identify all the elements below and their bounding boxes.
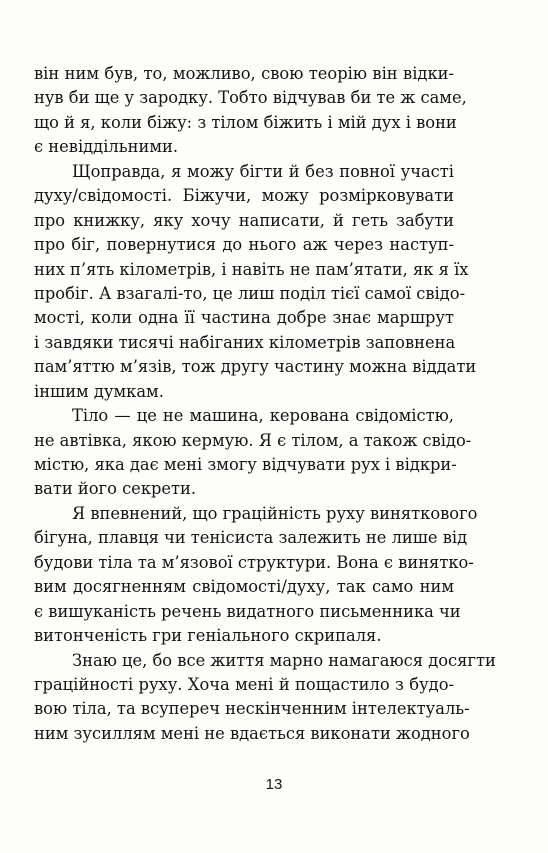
- text-line: містю, яка дає мені змогу відчувати рух і відкри-: [34, 455, 457, 474]
- text-line: нув би ще у зародку. Тобто відчував би те ж саме,: [34, 88, 467, 108]
- text-line: є вишуканість речень видатного письменника чи: [34, 601, 461, 621]
- text-line: мості, коли одна її частина добре знає маршрут: [34, 308, 454, 328]
- text-line: про книжку, яку хочу написати, й геть забути: [34, 210, 454, 230]
- text-line: них п’ять кілометрів, і навіть не пам’ятати, як я їх: [34, 259, 469, 279]
- text-line: пробіг. А взагалі-то, це лиш поділ тієї самої свідо-: [34, 283, 466, 303]
- text-line: є невіддільними.: [34, 137, 179, 157]
- text-line: вою тіла, та всупереч нескінченним інтелектуаль-: [34, 699, 470, 719]
- text-line: будови тіла та м’язової структури. Вона є винятко-: [34, 552, 474, 572]
- text-line: граційності руху. Хоча мені й пощастило з будо-: [34, 674, 454, 694]
- text-line: Тіло — це не машина, керована свідомістю,: [72, 406, 454, 426]
- text-line: Знаю це, бо все життя марно намагаюся досягти: [72, 650, 496, 670]
- text-line: духу/свідомості. Біжучи, можу розмірковувати: [34, 186, 454, 206]
- text-line: Щоправда, я можу бігти й без повної участі: [72, 161, 454, 181]
- body-text: [34, 62, 496, 746]
- text-line: що й я, коли біжу: з тілом біжить і мій дух і вони: [34, 112, 457, 132]
- page-number: 13: [265, 776, 283, 793]
- text-line: пам’яттю м’язів, тож другу частину можна віддати: [34, 357, 477, 377]
- text-line: ним зусиллям мені не вдається виконати жодного: [34, 723, 470, 743]
- text-line: і завдяки тисячі набіганих кілометрів заповнена: [34, 332, 456, 352]
- text-line: бігуна, плавця чи тенісиста залежить не лише від: [34, 528, 468, 548]
- text-line: вим досягненням свідомості/духу, так само ним: [34, 577, 454, 597]
- text-line: про біг, повернутися до нього аж через наступ-: [34, 235, 454, 255]
- text-line: вати його секрети.: [34, 479, 197, 499]
- text-line: іншим думкам.: [34, 381, 164, 401]
- text-line: не автівка, якою кермую. Я є тілом, а також свідо-: [34, 430, 472, 450]
- text-line: він ним був, то, можливо, свою теорію він відки-: [34, 64, 454, 83]
- text-line: Я впевнений, що граційність руху виняткового: [72, 503, 478, 523]
- text-line: витонченість гри геніального скрипаля.: [34, 626, 382, 646]
